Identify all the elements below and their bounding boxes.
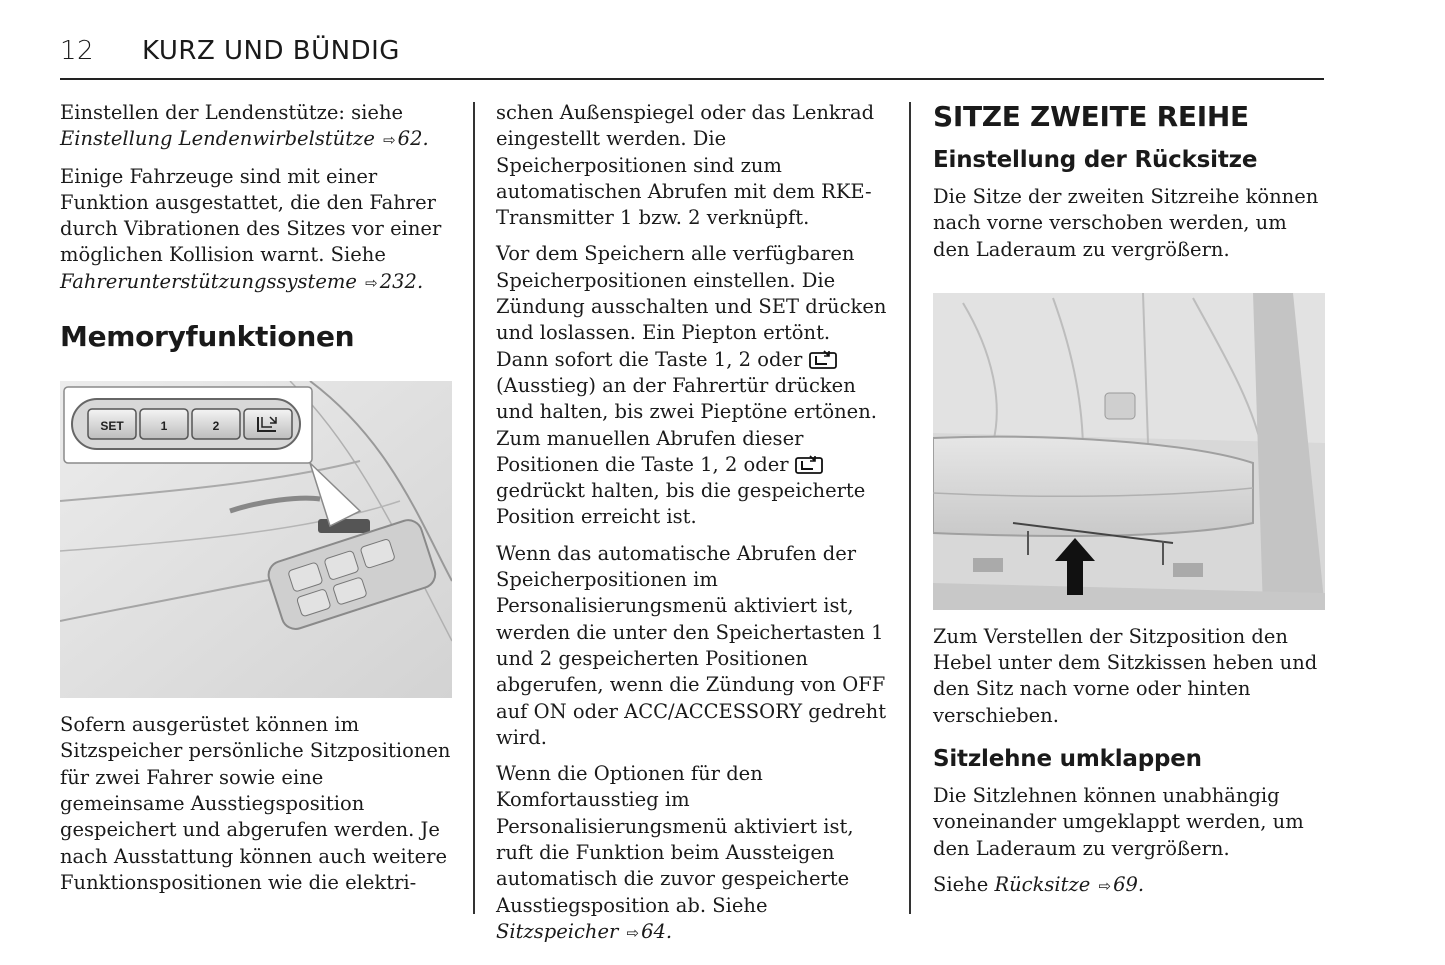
column-3 [933, 100, 1325, 909]
link-seat-memory[interactable]: Sitzspeicher [496, 919, 619, 943]
figure-rear-seat [933, 293, 1325, 610]
paragraph-auto-recall: Wenn das automatische Abrufen der Speicherpositionen im Personalisierungsmenü aktiviert ist, werden die unter den Speichertasten 1 und 2 gespeicherten Positionen abgerufen, wenn die Zündung von OFF auf ON oder ACC/ACCESSORY gedreht wird. [496, 541, 887, 749]
paragraph-lumbar: Einstellen der Lendenstütze: siehe Einstellung Lendenwirbelstütze ⇨ 62. [60, 101, 429, 151]
paragraph-collision-warning: Einige Fahrzeuge sind mit einer Funktion ausgestattet, die den Fahrer durch Vibrationen des Sitzes vor einer möglichen Kollision warnt. Siehe Fahrerunterstützungssysteme ⇨ 232. [60, 164, 442, 293]
column-divider-2 [909, 102, 911, 914]
page-ref-arrow-icon: ⇨ [365, 273, 378, 292]
memory-button-set[interactable] [88, 409, 136, 439]
column-divider-1 [473, 102, 475, 914]
link-rear-seats[interactable]: Rücksitze [994, 872, 1091, 896]
page-ref-arrow-icon: ⇨ [626, 923, 640, 942]
figure-memory-buttons [60, 381, 452, 698]
paragraph-seat-memory: Sofern ausgerüstet können im Sitzspeicher persönliche Sitzpositionen für zwei Fahrer sowie eine gemeinsame Ausstiegsposition gespeichert und abgerufen werden. Je nach Ausstattung können auch weitere Funktionspositionen wie die elektri- [60, 713, 451, 894]
svg-text:2: 2 [212, 419, 220, 434]
paragraph-comfort-exit: Wenn die Optionen für den Komfortausstieg im Personalisierungsmenü aktiviert ist, ruft die Funktion beim Aussteigen automatisch die zuvor gespeicherte Ausstiegsposition ab. Siehe Sitzspeicher ⇨ 64. [496, 762, 854, 943]
exit-seat-icon [795, 455, 823, 474]
page-ref-69[interactable]: 69. [1113, 872, 1145, 896]
paragraph-adjust-seat: Zum Verstellen der Sitzposition den Hebel unter dem Sitzkissen heben und den Sitz nach vorne oder hinten verschieben. [933, 624, 1318, 727]
heading-memory-functions: Memoryfunktionen [60, 320, 355, 354]
subheading-fold-seatback: Sitzlehne umklappen [933, 746, 1202, 773]
page-ref-64[interactable]: 64. [641, 919, 673, 943]
paragraph-store-positions: Vor dem Speichern alle verfügbaren Speicherpositionen einstellen. Die Zündung ausschalten und SET drücken und loslassen. Ein Piepton ertönt. Dann sofort die Taste 1, 2 oder (Ausstieg) an der Fahrertür drücken und halten, bis zwei Pieptöne ertönen. Zum manuellen Abrufen dieser Positionen die Taste 1, 2 oder gedrückt halten, bis die gespeicherte Position erreicht ist. [496, 242, 887, 529]
link-driver-assistance[interactable]: Fahrerunterstützungssysteme [60, 269, 357, 293]
paragraph-memory-positions: schen Außenspiegel oder das Lenkrad eingestellt werden. Die Speicherpositionen sind zum automatischen Abrufen mit dem RKE-Transmitter 1 bzw. 2 verknüpft. [496, 101, 875, 230]
paragraph-seats-move-forward: Die Sitze der zweiten Sitzreihe können nach vorne verschoben werden, um den Laderaum zu vergrößern. [933, 185, 1319, 261]
svg-text:SET: SET [100, 419, 124, 434]
section-title: KURZ UND BÜNDIG [142, 36, 400, 66]
exit-seat-icon [809, 350, 837, 369]
memory-button-1[interactable] [140, 409, 188, 439]
paragraph-see-rear-seats: Siehe Rücksitze ⇨ 69. [933, 872, 1145, 896]
page-number: 12 [60, 36, 95, 66]
page-ref-232[interactable]: 232. [379, 269, 424, 293]
heading-second-row-seats: SITZE ZWEITE REIHE [933, 100, 1249, 133]
subheading-rear-seat-adjustment: Einstellung der Rücksitze [933, 147, 1258, 173]
page-header [60, 28, 1324, 80]
column-1 [60, 100, 452, 906]
link-lumbar-support[interactable]: Einstellung Lendenwirbelstütze [60, 127, 375, 151]
svg-text:1: 1 [160, 419, 168, 434]
memory-button-exit[interactable] [244, 409, 292, 439]
column-2 [496, 100, 888, 956]
memory-button-2[interactable] [192, 409, 240, 439]
page-ref-62[interactable]: 62. [397, 127, 429, 151]
page-ref-arrow-icon: ⇨ [1098, 876, 1112, 895]
page-ref-arrow-icon: ⇨ [383, 131, 396, 150]
paragraph-fold-seatbacks: Die Sitzlehnen können unabhängig voneinander umgeklappt werden, um den Laderaum zu vergrößern. [933, 784, 1304, 860]
